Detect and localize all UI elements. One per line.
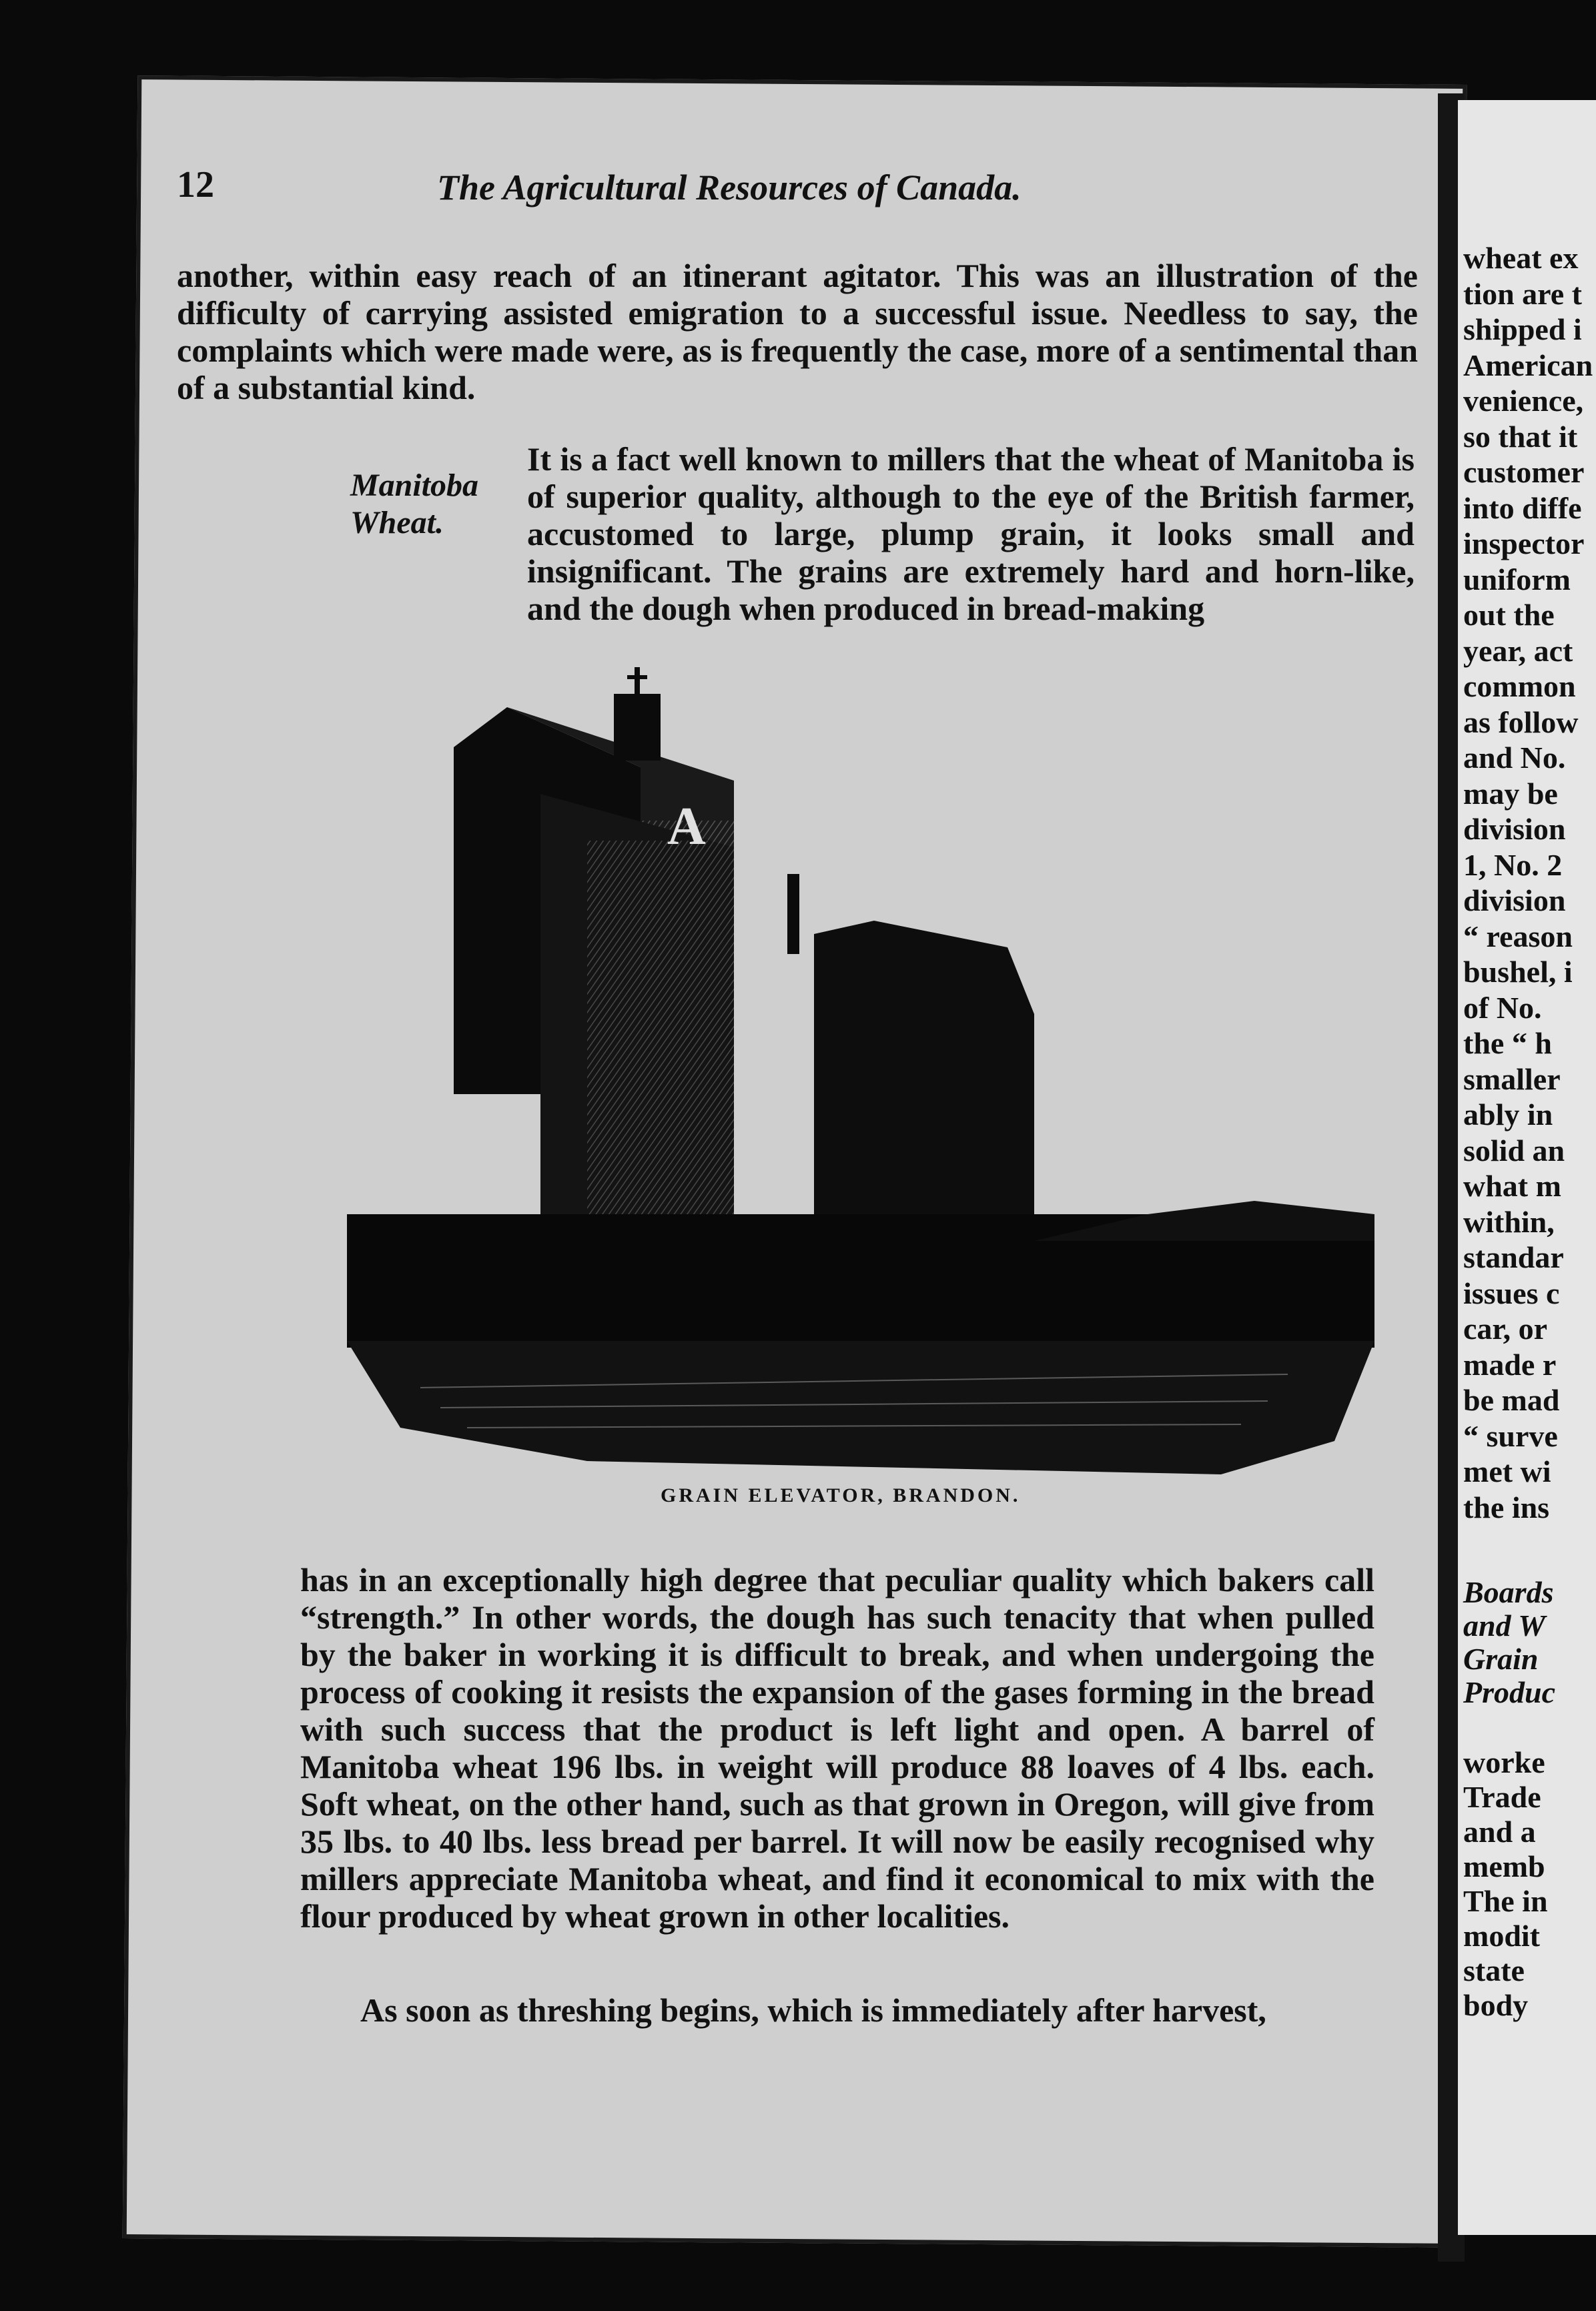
facing-page-line: tion are t [1463,276,1583,311]
facing-page-line: car, or [1463,1312,1548,1346]
grain-elevator-engraving [320,667,1388,1501]
facing-page-line: 1, No. 2 [1463,847,1563,882]
facing-page-line: out the [1463,598,1555,632]
facing-page-line: modit [1463,1919,1540,1953]
facing-page-line: division [1463,883,1566,917]
facing-page-line: bushel, i [1463,955,1573,989]
facing-page-line: the “ h [1463,1026,1552,1060]
facing-page-line: as follow [1463,705,1579,739]
running-head [177,130,1178,207]
facing-page-line: into diffe [1463,490,1582,525]
facing-page-line: Trade [1463,1780,1541,1814]
facing-page-line: “ surve [1463,1418,1558,1453]
facing-page-line: ably in [1463,1097,1553,1131]
facing-page-side-heading-line: Boards [1463,1575,1554,1609]
facing-page-line: and a [1463,1815,1536,1849]
facing-page-fragment [1458,100,1596,2235]
facing-page-line: made r [1463,1347,1557,1382]
facing-page-line: venience, [1463,384,1584,418]
facing-page-line: of No. [1463,990,1542,1025]
facing-page-line: customer [1463,455,1585,489]
side-heading [350,467,497,542]
facing-page-line: so that it [1463,419,1578,454]
facing-page-line: smaller [1463,1061,1561,1096]
facing-page-line: be mad [1463,1383,1560,1417]
page-number: 12 [177,164,214,205]
facing-page-line: and No. [1463,741,1566,775]
facing-page-line: within, [1463,1204,1555,1239]
grain-elevator-illustration [320,667,1388,1501]
facing-page-line: worke [1463,1745,1545,1779]
facing-page-line: the ins [1463,1490,1550,1524]
facing-page-line: common [1463,669,1576,703]
facing-page-line: inspector [1463,526,1585,560]
facing-page-line: wheat ex [1463,241,1579,275]
illustration-caption: GRAIN ELEVATOR, BRANDON. [661,1484,1021,1506]
facing-page-line: solid an [1463,1133,1565,1168]
facing-page-line: year, act [1463,633,1573,668]
facing-page-line: may be [1463,776,1558,811]
facing-page-line: what m [1463,1169,1561,1203]
facing-page-line: American [1463,348,1593,382]
facing-page-side-heading-line: Grain [1463,1642,1539,1676]
facing-page-line: standar [1463,1240,1564,1274]
facing-page-line: shipped i [1463,312,1582,346]
paragraph-1: another, within easy reach of an itinerant agitator. This was an illustration of the difficulty of carrying assisted emigration to a successful issue. Needless to say, the complaints which were made were, as is frequently the case, more of a sentimental than of a substantial kind. [177,257,1418,406]
facing-page-line: uniform [1463,562,1571,596]
facing-page-line: met wi [1463,1454,1551,1488]
facing-page-line: memb [1463,1849,1545,1883]
facing-page-line: body [1463,1988,1529,2022]
paragraph-4: As soon as threshing begins, which is immediately after harvest, [360,1991,1266,2029]
facing-page-line: issues c [1463,1276,1560,1310]
facing-page-line: state [1463,1953,1525,1987]
paragraph-3: has in an exceptionally high degree that peculiar quality which bakers call “strength.” In other words, the dough has such tenacity that when pulled by the baker in working it is difficult to break, and when undergoing the process of cooking it resists the expansion of the gases forming in the bread with such success that the product is left light and open. A barrel of Manitoba wheat 196 lbs. in weight will produce 88 loaves of 4 lbs. each. Soft wheat, on the other hand, such as that grown in Oregon, will give from 35 lbs. to 40 lbs. less bread per barrel. It will now be easily recognised why millers appreciate Manitoba wheat, and find it economical to mix with the flour produced by wheat grown in other localities. [300,1561,1374,1935]
facing-page-side-heading-line: and W [1463,1608,1546,1643]
facing-page-line: The in [1463,1884,1548,1918]
side-heading-line-1: Manitoba [350,468,479,503]
paragraph-2: It is a fact well known to millers that the wheat of Manitoba is of superior quality, although to the eye of the British farmer, accustomed to large, plump grain, it looks small and insignificant. The grains are extremely hard and horn-like, and the dough when produced in bread-making [527,440,1415,627]
running-title: The Agricultural Resources of Canada. [437,167,1022,207]
side-heading-line-2: Wheat. [350,505,444,540]
svg-text:A: A [667,797,706,856]
facing-page-line: division [1463,812,1566,846]
facing-page-side-heading-line: Produc [1463,1675,1555,1709]
facing-page-line: “ reason [1463,919,1573,953]
